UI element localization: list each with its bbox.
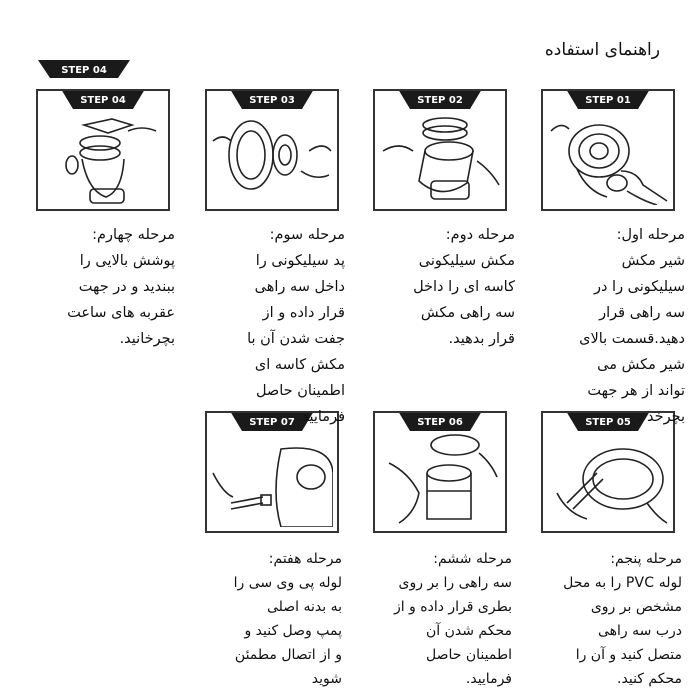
step-02-line: مرحله دوم:	[445, 227, 515, 243]
step-05-line: مشخص بر روی	[590, 599, 682, 615]
step-04-line: پوشش بالایی را	[79, 253, 175, 269]
step-03-badge	[230, 89, 314, 109]
step-02-line: مکش سیلیکونی	[418, 253, 515, 269]
step-04-badge	[61, 89, 145, 109]
step-01-line: سه راهی قرار	[599, 305, 685, 321]
step-01-line: شیر مکش می	[597, 357, 685, 373]
step-06-badge	[398, 411, 482, 431]
step-03-line: مکش کاسه ای	[254, 357, 345, 373]
step-01-line: دهید.قسمت بالای	[579, 331, 685, 347]
step-05-line: مرحله پنجم:	[610, 551, 682, 567]
step-07-line: و از اتصال مطمئن	[234, 647, 342, 663]
step-06-badge-label: STEP 06	[417, 417, 463, 428]
step-03-description	[185, 222, 345, 430]
top-step-badge-label: STEP 04	[61, 65, 107, 76]
step-03-card	[205, 89, 339, 211]
step-05-line: محکم کنید.	[617, 671, 682, 687]
step-01-illustration	[547, 111, 669, 205]
step-01-line: شیر مکش	[621, 253, 685, 269]
step-02-badge	[398, 89, 482, 109]
step-05-badge-label: STEP 05	[585, 417, 631, 428]
step-06-line: محکم شدن آن	[425, 623, 512, 639]
step-04-line: ببندید و در جهت	[78, 279, 175, 295]
step-06-illustration	[379, 433, 501, 527]
step-06-line: بطری قرار داده و از	[393, 599, 512, 615]
step-04-line: عقربه های ساعت	[67, 305, 175, 321]
step-03-line: پد سیلیکونی را	[255, 253, 345, 269]
step-03-line: فرمایید.	[297, 409, 345, 425]
step-04-illustration	[42, 111, 164, 205]
step-02-description	[355, 222, 515, 352]
step-01-badge-label: STEP 01	[585, 95, 631, 106]
step-03-line: قرار داده و از	[262, 305, 345, 321]
step-06-line: اطمینان حاصل	[426, 647, 512, 663]
step-03-illustration	[211, 111, 333, 205]
step-01-line: مرحله اول:	[616, 227, 685, 243]
step-04-line: مرحله چهارم:	[92, 227, 175, 243]
step-02-illustration	[379, 111, 501, 205]
step-07-badge-label: STEP 07	[249, 417, 295, 428]
step-01-badge	[566, 89, 650, 109]
step-03-badge-label: STEP 03	[249, 95, 295, 106]
step-02-line: سه راهی مکش	[420, 305, 515, 321]
step-03-line: مرحله سوم:	[269, 227, 345, 243]
step-01-line: تواند از هر جهت	[587, 383, 685, 399]
step-01-card	[541, 89, 675, 211]
step-02-badge-label: STEP 02	[417, 95, 463, 106]
step-06-line: مرحله ششم:	[433, 551, 512, 567]
step-06-description	[352, 547, 512, 691]
step-02-line: کاسه ای را داخل	[413, 279, 515, 295]
step-06-line: فرمایید.	[465, 671, 512, 687]
step-03-line: جفت شدن آن با	[247, 331, 345, 347]
step-02-card	[373, 89, 507, 211]
step-01-description	[525, 222, 685, 430]
step-04-description	[15, 222, 175, 352]
step-07-illustration	[211, 433, 333, 527]
step-07-line: پمپ وصل کنید و	[244, 623, 342, 639]
step-05-line: متصل کنید و آن را	[575, 647, 682, 663]
page-title: راهنمای استفاده	[544, 40, 660, 60]
step-04-line: بچرخانید.	[119, 331, 175, 347]
step-06-card	[373, 411, 507, 533]
step-06-line: سه راهی را بر روی	[398, 575, 512, 591]
step-07-line: لوله پی وی سی را	[233, 575, 342, 591]
step-02-line: قرار بدهید.	[448, 331, 515, 347]
step-05-illustration	[547, 433, 669, 527]
step-03-line: اطمینان حاصل	[255, 383, 345, 399]
step-03-line: داخل سه راهی	[254, 279, 345, 295]
step-07-line: شوید	[311, 671, 342, 687]
step-04-card	[36, 89, 170, 211]
step-05-description	[522, 547, 682, 691]
step-05-line: درب سه راهی	[597, 623, 682, 639]
step-07-line: به بدنه اصلی	[266, 599, 342, 615]
step-07-description	[182, 547, 342, 691]
step-05-line: لوله PVC را به محل	[563, 575, 682, 591]
step-01-line: سیلیکونی را در	[593, 279, 685, 295]
step-01-line: بچرخد .	[637, 409, 685, 425]
step-04-badge-label: STEP 04	[80, 95, 126, 106]
top-step-badge	[38, 60, 130, 78]
step-07-line: مرحله هفتم:	[268, 551, 342, 567]
